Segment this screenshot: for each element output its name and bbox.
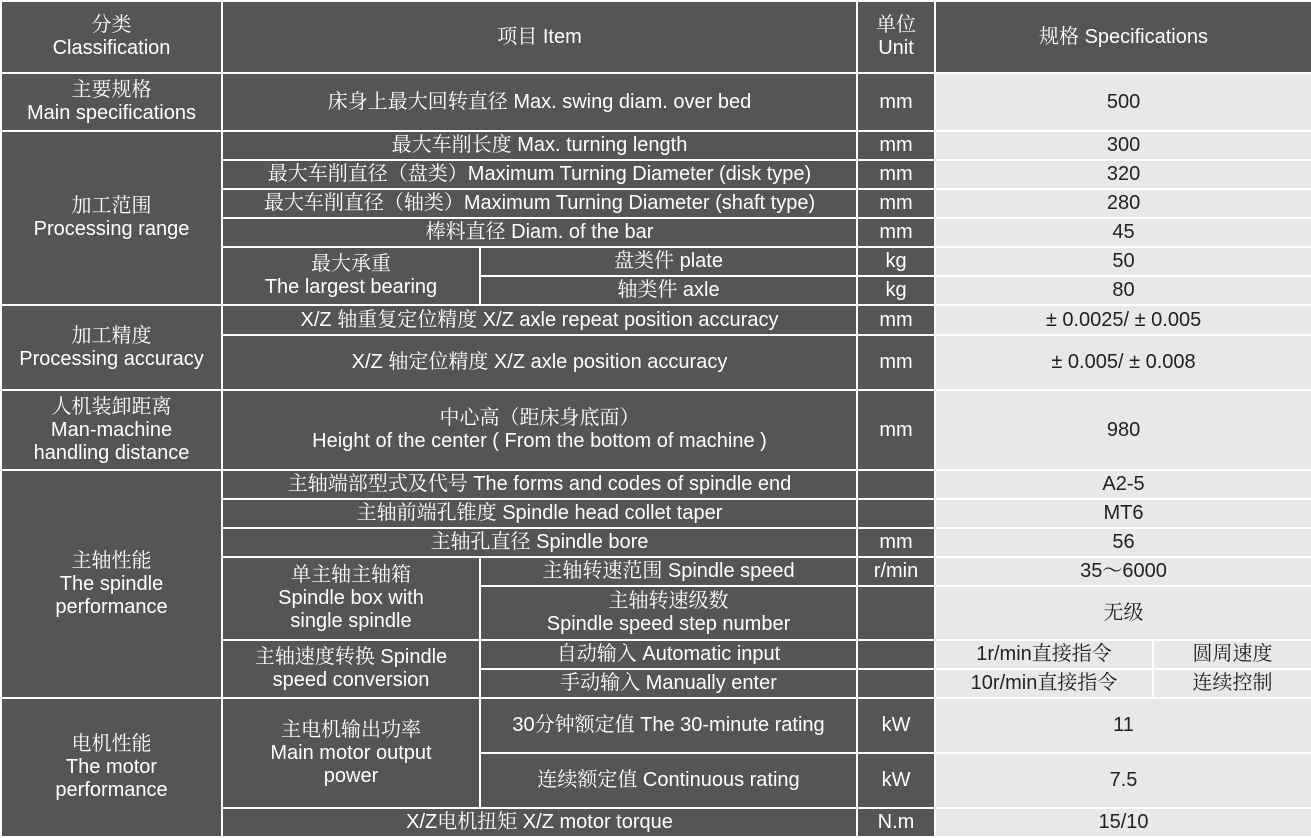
class-spindle-cn: 主轴性能 [71,549,152,572]
item-spindle-end: 主轴端部型式及代号 The forms and codes of spindle end [222,470,857,499]
class-handling-en-1: Man-machine [50,418,173,441]
class-handling-en-2: handling distance [33,441,190,464]
class-motor-performance [1,698,222,837]
unit-automatic-input [857,640,935,669]
value-30min-rating: 11 [935,698,1311,753]
item-spindle-box-en-1: Spindle box with [278,587,424,609]
header-specifications: 规格 Specifications [935,1,1311,73]
class-processing-accuracy-en: Processing accuracy [19,347,204,370]
item-turning-length: 最大车削长度 Max. turning length [222,131,857,160]
item-center-height-en: Height of the center ( From the bottom of machine ) [312,430,767,452]
unit-spindle-speed: r/min [857,557,935,586]
unit-spindle-end [857,470,935,499]
table-row [1,698,1311,753]
unit-30min-rating: kW [857,698,935,753]
value-center-height: 980 [935,390,1311,470]
value-turning-length: 300 [935,131,1311,160]
item-largest-bearing-en: The largest bearing [264,276,438,298]
table-row [1,390,1311,470]
unit-spindle-bore: mm [857,528,935,557]
unit-bar-diameter: mm [857,218,935,247]
item-spindle-box-cn: 单主轴主轴箱 [291,564,411,586]
class-motor-en-1: The motor [65,756,158,778]
unit-position-accuracy: mm [857,335,935,390]
unit-continuous-rating: kW [857,753,935,808]
value-automatic-input-1: 1r/min直接指令 [935,640,1153,669]
header-unit-en: Unit [878,37,914,59]
table-row [1,470,1311,499]
unit-speed-step [857,586,935,640]
class-motor-cn: 电机性能 [71,733,152,755]
class-processing-range [1,131,222,305]
value-spindle-bore: 56 [935,528,1311,557]
value-speed-step: 无级 [935,586,1311,640]
unit-turning-length: mm [857,131,935,160]
item-motor-power-cn: 主电机输出功率 [281,718,421,741]
unit-collet-taper [857,499,935,528]
value-manual-input-1: 10r/min直接指令 [935,669,1153,698]
class-handling-cn: 人机装卸距离 [51,395,172,418]
value-shaft-diameter: 280 [935,189,1311,218]
item-plate: 盘类件 plate [480,247,857,276]
value-position-accuracy: ± 0.005/ ± 0.008 [935,335,1311,390]
item-spindle-box [222,557,480,640]
unit-disk-diameter: mm [857,160,935,189]
class-main-spec-en: Main specifications [27,102,196,124]
value-repeat-accuracy: ± 0.0025/ ± 0.005 [935,305,1311,335]
item-speed-step-en: Spindle speed step number [546,613,791,635]
value-automatic-input-2: 圆周速度 [1153,640,1311,669]
unit-shaft-diameter: mm [857,189,935,218]
unit-motor-torque: N.m [857,808,935,837]
value-spindle-speed: 35～6000 [935,557,1311,586]
item-manual-input: 手动输入 Manually enter [480,669,857,698]
class-spindle-en-2: performance [55,595,168,618]
value-manual-input-2: 连续控制 [1153,669,1311,698]
value-collet-taper: MT6 [935,499,1311,528]
unit-swing: mm [857,73,935,131]
header-classification [1,1,222,73]
item-shaft-diameter: 最大车削直径（轴类）Maximum Turning Diameter (shaft type) [222,189,857,218]
item-speed-step-cn: 主轴转速级数 [608,590,729,612]
value-motor-torque: 15/10 [935,808,1311,837]
item-collet-taper: 主轴前端孔锥度 Spindle head collet taper [222,499,857,528]
class-main-spec [1,73,222,131]
item-motor-power-en-1: Main motor output [270,741,432,764]
class-spindle-performance [1,470,222,698]
item-speed-step [480,586,857,640]
item-30min-rating: 30分钟额定值 The 30-minute rating [480,698,857,753]
item-bar-diameter: 棒料直径 Diam. of the bar [222,218,857,247]
header-classification-cn: 分类 [91,14,132,36]
class-processing-accuracy-cn: 加工精度 [71,324,152,347]
class-motor-en-2: performance [55,779,168,801]
table-row [1,305,1311,335]
item-spindle-speed: 主轴转速范围 Spindle speed [480,557,857,586]
item-center-height [222,390,857,470]
item-motor-torque: X/Z电机扭矩 X/Z motor torque [222,808,857,837]
table-row [1,131,1311,160]
class-spindle-en-1: The spindle [59,572,164,595]
unit-repeat-accuracy: mm [857,305,935,335]
header-row [1,1,1311,73]
header-item: 项目 Item [222,1,857,73]
item-continuous-rating: 连续额定值 Continuous rating [480,753,857,808]
header-classification-en: Classification [52,37,171,59]
value-swing: 500 [935,73,1311,131]
header-unit-cn: 单位 [876,14,917,36]
class-main-spec-cn: 主要规格 [71,79,152,101]
value-spindle-end: A2-5 [935,470,1311,499]
class-processing-range-en: Processing range [33,218,190,240]
class-handling-distance [1,390,222,470]
header-unit [857,1,935,73]
item-speed-conversion [222,640,480,698]
item-repeat-accuracy: X/Z 轴重复定位精度 X/Z axle repeat position accuracy [222,305,857,335]
item-axle: 轴类件 axle [480,276,857,305]
class-processing-accuracy [1,305,222,390]
value-axle: 80 [935,276,1311,305]
unit-center-height: mm [857,390,935,470]
value-plate: 50 [935,247,1311,276]
item-motor-power-en-2: power [323,764,379,787]
item-speed-conversion-1: 主轴速度转换 Spindle [254,646,448,668]
unit-plate: kg [857,247,935,276]
value-disk-diameter: 320 [935,160,1311,189]
item-spindle-bore: 主轴孔直径 Spindle bore [222,528,857,557]
item-position-accuracy: X/Z 轴定位精度 X/Z axle position accuracy [222,335,857,390]
unit-axle: kg [857,276,935,305]
value-bar-diameter: 45 [935,218,1311,247]
item-largest-bearing-cn: 最大承重 [311,253,391,275]
table-row [1,73,1311,131]
item-automatic-input: 自动输入 Automatic input [480,640,857,669]
item-spindle-box-en-2: single spindle [290,610,412,632]
item-motor-power [222,698,480,808]
item-speed-conversion-2: speed conversion [272,669,430,691]
class-processing-range-cn: 加工范围 [71,195,152,217]
item-disk-diameter: 最大车削直径（盘类）Maximum Turning Diameter (disk type) [222,160,857,189]
item-swing: 床身上最大回转直径 Max. swing diam. over bed [222,73,857,131]
unit-manual-input [857,669,935,698]
item-center-height-cn: 中心高（距床身底面） [439,407,640,429]
value-continuous-rating: 7.5 [935,753,1311,808]
item-largest-bearing [222,247,480,305]
